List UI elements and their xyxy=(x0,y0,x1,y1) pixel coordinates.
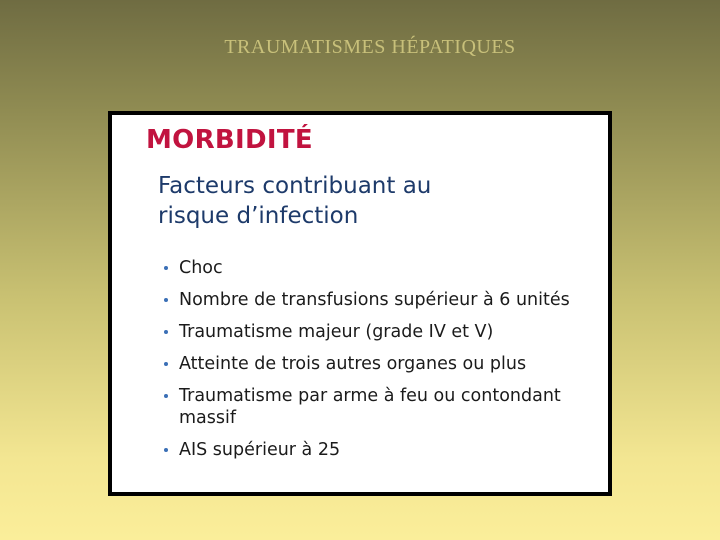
card-subtitle xyxy=(158,171,578,231)
subtitle-line-1: Facteurs contribuant au xyxy=(158,173,432,199)
list-item xyxy=(162,439,592,461)
bullet-icon xyxy=(164,362,168,366)
list-item xyxy=(162,353,592,375)
content-card xyxy=(108,111,612,496)
slide-title: TRAUMATISMES HÉPATIQUES xyxy=(224,36,516,58)
list-item-text: AIS supérieur à 25 xyxy=(179,440,341,460)
list-item-text: Traumatisme par arme à feu ou contondant massif xyxy=(179,386,561,428)
card-heading: MORBIDITÉ xyxy=(146,125,313,155)
bullet-icon xyxy=(164,298,168,302)
bullet-icon xyxy=(164,330,168,334)
list-item xyxy=(162,257,592,279)
risk-factor-list xyxy=(162,257,592,471)
bullet-icon xyxy=(164,448,168,452)
list-item-text: Atteinte de trois autres organes ou plus xyxy=(179,354,527,374)
list-item-text: Choc xyxy=(179,258,223,278)
bullet-icon xyxy=(164,266,168,270)
list-item xyxy=(162,289,592,311)
list-item-text: Nombre de transfusions supérieur à 6 unités xyxy=(179,290,570,310)
subtitle-line-2: risque d’infection xyxy=(158,203,359,229)
list-item xyxy=(162,321,592,343)
bullet-icon xyxy=(164,394,168,398)
list-item-text: Traumatisme majeur (grade IV et V) xyxy=(179,322,494,342)
list-item xyxy=(162,385,592,429)
